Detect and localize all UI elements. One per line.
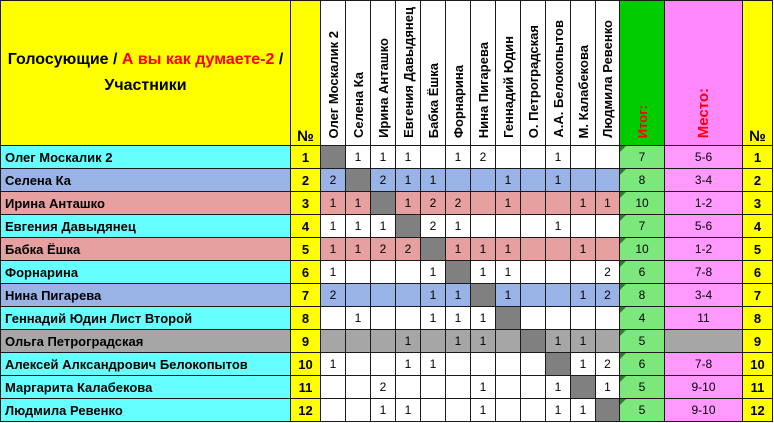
row-place: 9-10 [665,376,743,399]
vote-cell: 1 [446,146,471,169]
vote-cell [546,261,571,284]
vote-cell: 1 [471,238,496,261]
vote-cell [471,353,496,376]
vote-cell [421,399,446,422]
vote-cell [321,399,346,422]
vote-cell: 1 [546,146,571,169]
row-name: Геннадий Юдин Лист Второй [1,307,291,330]
col-header: М. Калабекова [571,1,596,146]
col-header: А.А. Белокопытов [546,1,571,146]
num-header-right: № [743,1,773,146]
vote-cell: 1 [496,261,521,284]
vote-cell [596,238,620,261]
num-header: № [291,1,321,146]
row-place: 3-4 [665,284,743,307]
row-place: 5-6 [665,215,743,238]
vote-cell [546,353,571,376]
row-num: 2 [291,169,321,192]
row-total: 8 [620,169,665,192]
row-num: 8 [291,307,321,330]
vote-cell: 1 [421,307,446,330]
row-num-right: 1 [743,146,773,169]
row-total: 10 [620,192,665,215]
row-num-right: 9 [743,330,773,353]
table-row [1,192,773,215]
vote-cell: 1 [371,399,396,422]
vote-cell [321,330,346,353]
table-row [1,353,773,376]
vote-cell [346,376,371,399]
row-num: 5 [291,238,321,261]
vote-cell [321,376,346,399]
vote-cell [596,399,620,422]
vote-cell [346,169,371,192]
row-num: 12 [291,399,321,422]
table-row [1,376,773,399]
vote-cell: 2 [321,284,346,307]
vote-cell: 1 [446,238,471,261]
col-header: О. Петроградская [521,1,546,146]
vote-cell: 1 [421,169,446,192]
vote-cell [346,284,371,307]
vote-cell: 1 [471,399,496,422]
vote-cell [496,399,521,422]
vote-cell [396,376,421,399]
vote-cell [371,284,396,307]
vote-cell: 2 [421,192,446,215]
vote-cell [396,261,421,284]
row-total: 6 [620,261,665,284]
vote-cell [596,146,620,169]
vote-cell [596,330,620,353]
vote-cell [421,376,446,399]
vote-cell: 1 [546,399,571,422]
row-name: Ирина Анташко [1,192,291,215]
col-header: Бабка Ёшка [421,1,446,146]
vote-cell: 1 [321,215,346,238]
vote-cell: 1 [546,215,571,238]
vote-cell: 1 [346,307,371,330]
table-row [1,146,773,169]
vote-cell [571,376,596,399]
row-place: 5-6 [665,146,743,169]
vote-cell [496,330,521,353]
vote-cell [521,376,546,399]
row-num-right: 12 [743,399,773,422]
row-num-right: 6 [743,261,773,284]
vote-cell: 1 [446,330,471,353]
col-header: Людмила Ревенко [596,1,620,146]
table-row [1,284,773,307]
vote-cell [496,376,521,399]
vote-cell: 1 [446,284,471,307]
vote-cell [446,353,471,376]
row-num-right: 7 [743,284,773,307]
row-num-right: 8 [743,307,773,330]
vote-cell: 1 [571,284,596,307]
vote-cell: 1 [571,399,596,422]
vote-cell [421,238,446,261]
vote-cell: 1 [346,215,371,238]
vote-cell [521,353,546,376]
vote-cell: 1 [346,192,371,215]
vote-cell [321,307,346,330]
vote-cell: 1 [496,192,521,215]
vote-cell [596,169,620,192]
vote-cell [371,261,396,284]
row-num: 7 [291,284,321,307]
vote-cell: 1 [396,399,421,422]
vote-cell: 1 [321,261,346,284]
vote-cell [396,215,421,238]
vote-cell: 1 [471,376,496,399]
vote-cell: 1 [346,238,371,261]
row-num-right: 4 [743,215,773,238]
vote-cell: 1 [421,261,446,284]
row-name: Олег Москалик 2 [1,146,291,169]
vote-cell: 2 [421,215,446,238]
vote-cell [496,307,521,330]
vote-cell: 2 [371,169,396,192]
vote-cell [471,169,496,192]
vote-cell [496,146,521,169]
vote-cell [471,192,496,215]
row-name: Бабка Ёшка [1,238,291,261]
vote-cell [546,307,571,330]
vote-cell [521,169,546,192]
vote-cell [596,307,620,330]
vote-cell: 2 [596,353,620,376]
row-place [665,330,743,353]
table-row [1,261,773,284]
row-place: 11 [665,307,743,330]
vote-cell: 1 [421,353,446,376]
vote-cell: 1 [571,330,596,353]
vote-cell [471,284,496,307]
vote-cell [496,215,521,238]
vote-cell: 1 [496,238,521,261]
table-row [1,238,773,261]
vote-cell [346,330,371,353]
row-num: 11 [291,376,321,399]
vote-cell: 1 [421,284,446,307]
row-num: 10 [291,353,321,376]
vote-cell: 1 [546,330,571,353]
vote-cell: 1 [496,169,521,192]
vote-cell: 1 [446,307,471,330]
row-place: 3-4 [665,169,743,192]
row-place: 7-8 [665,353,743,376]
row-name: Людмила Ревенко [1,399,291,422]
row-num-right: 2 [743,169,773,192]
vote-cell: 1 [396,330,421,353]
vote-cell [346,261,371,284]
vote-cell [571,307,596,330]
vote-cell: 2 [371,238,396,261]
vote-cell [521,399,546,422]
vote-cell [371,192,396,215]
vote-cell: 2 [321,169,346,192]
row-num: 6 [291,261,321,284]
vote-cell [521,261,546,284]
row-num: 4 [291,215,321,238]
vote-cell [446,376,471,399]
vote-cell: 1 [596,376,620,399]
vote-cell [596,215,620,238]
vote-cell [371,330,396,353]
table-row [1,169,773,192]
vote-cell [546,238,571,261]
vote-cell [571,146,596,169]
vote-cell [346,353,371,376]
header-row [1,1,773,146]
vote-cell [371,307,396,330]
col-header: Форнарина [446,1,471,146]
row-place: 1-2 [665,192,743,215]
vote-cell: 1 [321,192,346,215]
vote-cell [446,261,471,284]
row-name: Селена Ка [1,169,291,192]
row-total: 7 [620,146,665,169]
vote-cell [521,330,546,353]
row-total: 5 [620,330,665,353]
row-place: 9-10 [665,399,743,422]
title-voters: Голосующие / [7,51,118,68]
vote-cell [521,192,546,215]
row-total: 4 [620,307,665,330]
vote-cell [396,307,421,330]
vote-cell [521,307,546,330]
vote-cell [521,146,546,169]
place-header: Место: [665,1,743,146]
table-row [1,330,773,353]
table-row [1,399,773,422]
row-total: 5 [620,399,665,422]
row-total: 5 [620,376,665,399]
vote-cell [571,261,596,284]
vote-cell: 2 [396,238,421,261]
row-place: 1-2 [665,238,743,261]
vote-cell: 1 [546,169,571,192]
vote-cell: 1 [571,353,596,376]
vote-cell [521,215,546,238]
vote-cell: 1 [396,146,421,169]
vote-cell [321,146,346,169]
vote-cell [546,284,571,307]
vote-cell: 1 [471,261,496,284]
row-name: Ольга Петроградская [1,330,291,353]
title-group: А вы как думаете-2 [121,51,275,68]
vote-cell: 2 [596,284,620,307]
row-num-right: 10 [743,353,773,376]
vote-cell: 1 [571,238,596,261]
vote-cell: 1 [396,192,421,215]
vote-cell [571,215,596,238]
row-name: Алексей Алксандрович Белокопытов [1,353,291,376]
vote-cell: 1 [471,307,496,330]
vote-cell [521,238,546,261]
row-num-right: 5 [743,238,773,261]
total-header: Итог: [620,1,665,146]
vote-cell: 2 [371,376,396,399]
vote-cell: 1 [371,215,396,238]
table-row [1,215,773,238]
row-num: 1 [291,146,321,169]
row-name: Евгения Давыдянец [1,215,291,238]
vote-cell: 1 [496,284,521,307]
vote-cell [446,169,471,192]
col-header: Нина Пигарева [471,1,496,146]
table-row [1,307,773,330]
row-name: Нина Пигарева [1,284,291,307]
row-name: Маргарита Калабекова [1,376,291,399]
row-total: 10 [620,238,665,261]
vote-cell [571,169,596,192]
row-total: 7 [620,215,665,238]
vote-cell [371,353,396,376]
row-num-right: 11 [743,376,773,399]
row-name: Форнарина [1,261,291,284]
vote-cell [446,399,471,422]
vote-cell: 1 [371,146,396,169]
row-total: 8 [620,284,665,307]
vote-cell: 1 [446,215,471,238]
row-place: 7-8 [665,261,743,284]
row-num-right: 3 [743,192,773,215]
vote-cell: 1 [471,330,496,353]
vote-cell [496,353,521,376]
vote-cell: 1 [396,353,421,376]
vote-cell: 1 [571,192,596,215]
col-header: Евгения Давыдянец [396,1,421,146]
vote-cell: 1 [346,146,371,169]
row-total: 6 [620,353,665,376]
vote-cell: 1 [321,238,346,261]
col-header: Олег Москалик 2 [321,1,346,146]
vote-cell [346,399,371,422]
title-participants: / Участники [104,51,284,94]
vote-cell [396,284,421,307]
table-title [1,1,291,146]
vote-cell [421,146,446,169]
vote-cell: 2 [471,146,496,169]
vote-cell [471,215,496,238]
vote-cell: 2 [446,192,471,215]
col-header: Геннадий Юдин [496,1,521,146]
col-header: Ирина Анташко [371,1,396,146]
vote-cell: 2 [596,261,620,284]
row-num: 9 [291,330,321,353]
row-num: 3 [291,192,321,215]
vote-cell: 1 [396,169,421,192]
vote-cell [421,330,446,353]
vote-cell [546,192,571,215]
vote-cell: 1 [596,192,620,215]
vote-cell: 1 [546,376,571,399]
col-header: Селена Ка [346,1,371,146]
vote-cell: 1 [321,353,346,376]
vote-cell [521,284,546,307]
